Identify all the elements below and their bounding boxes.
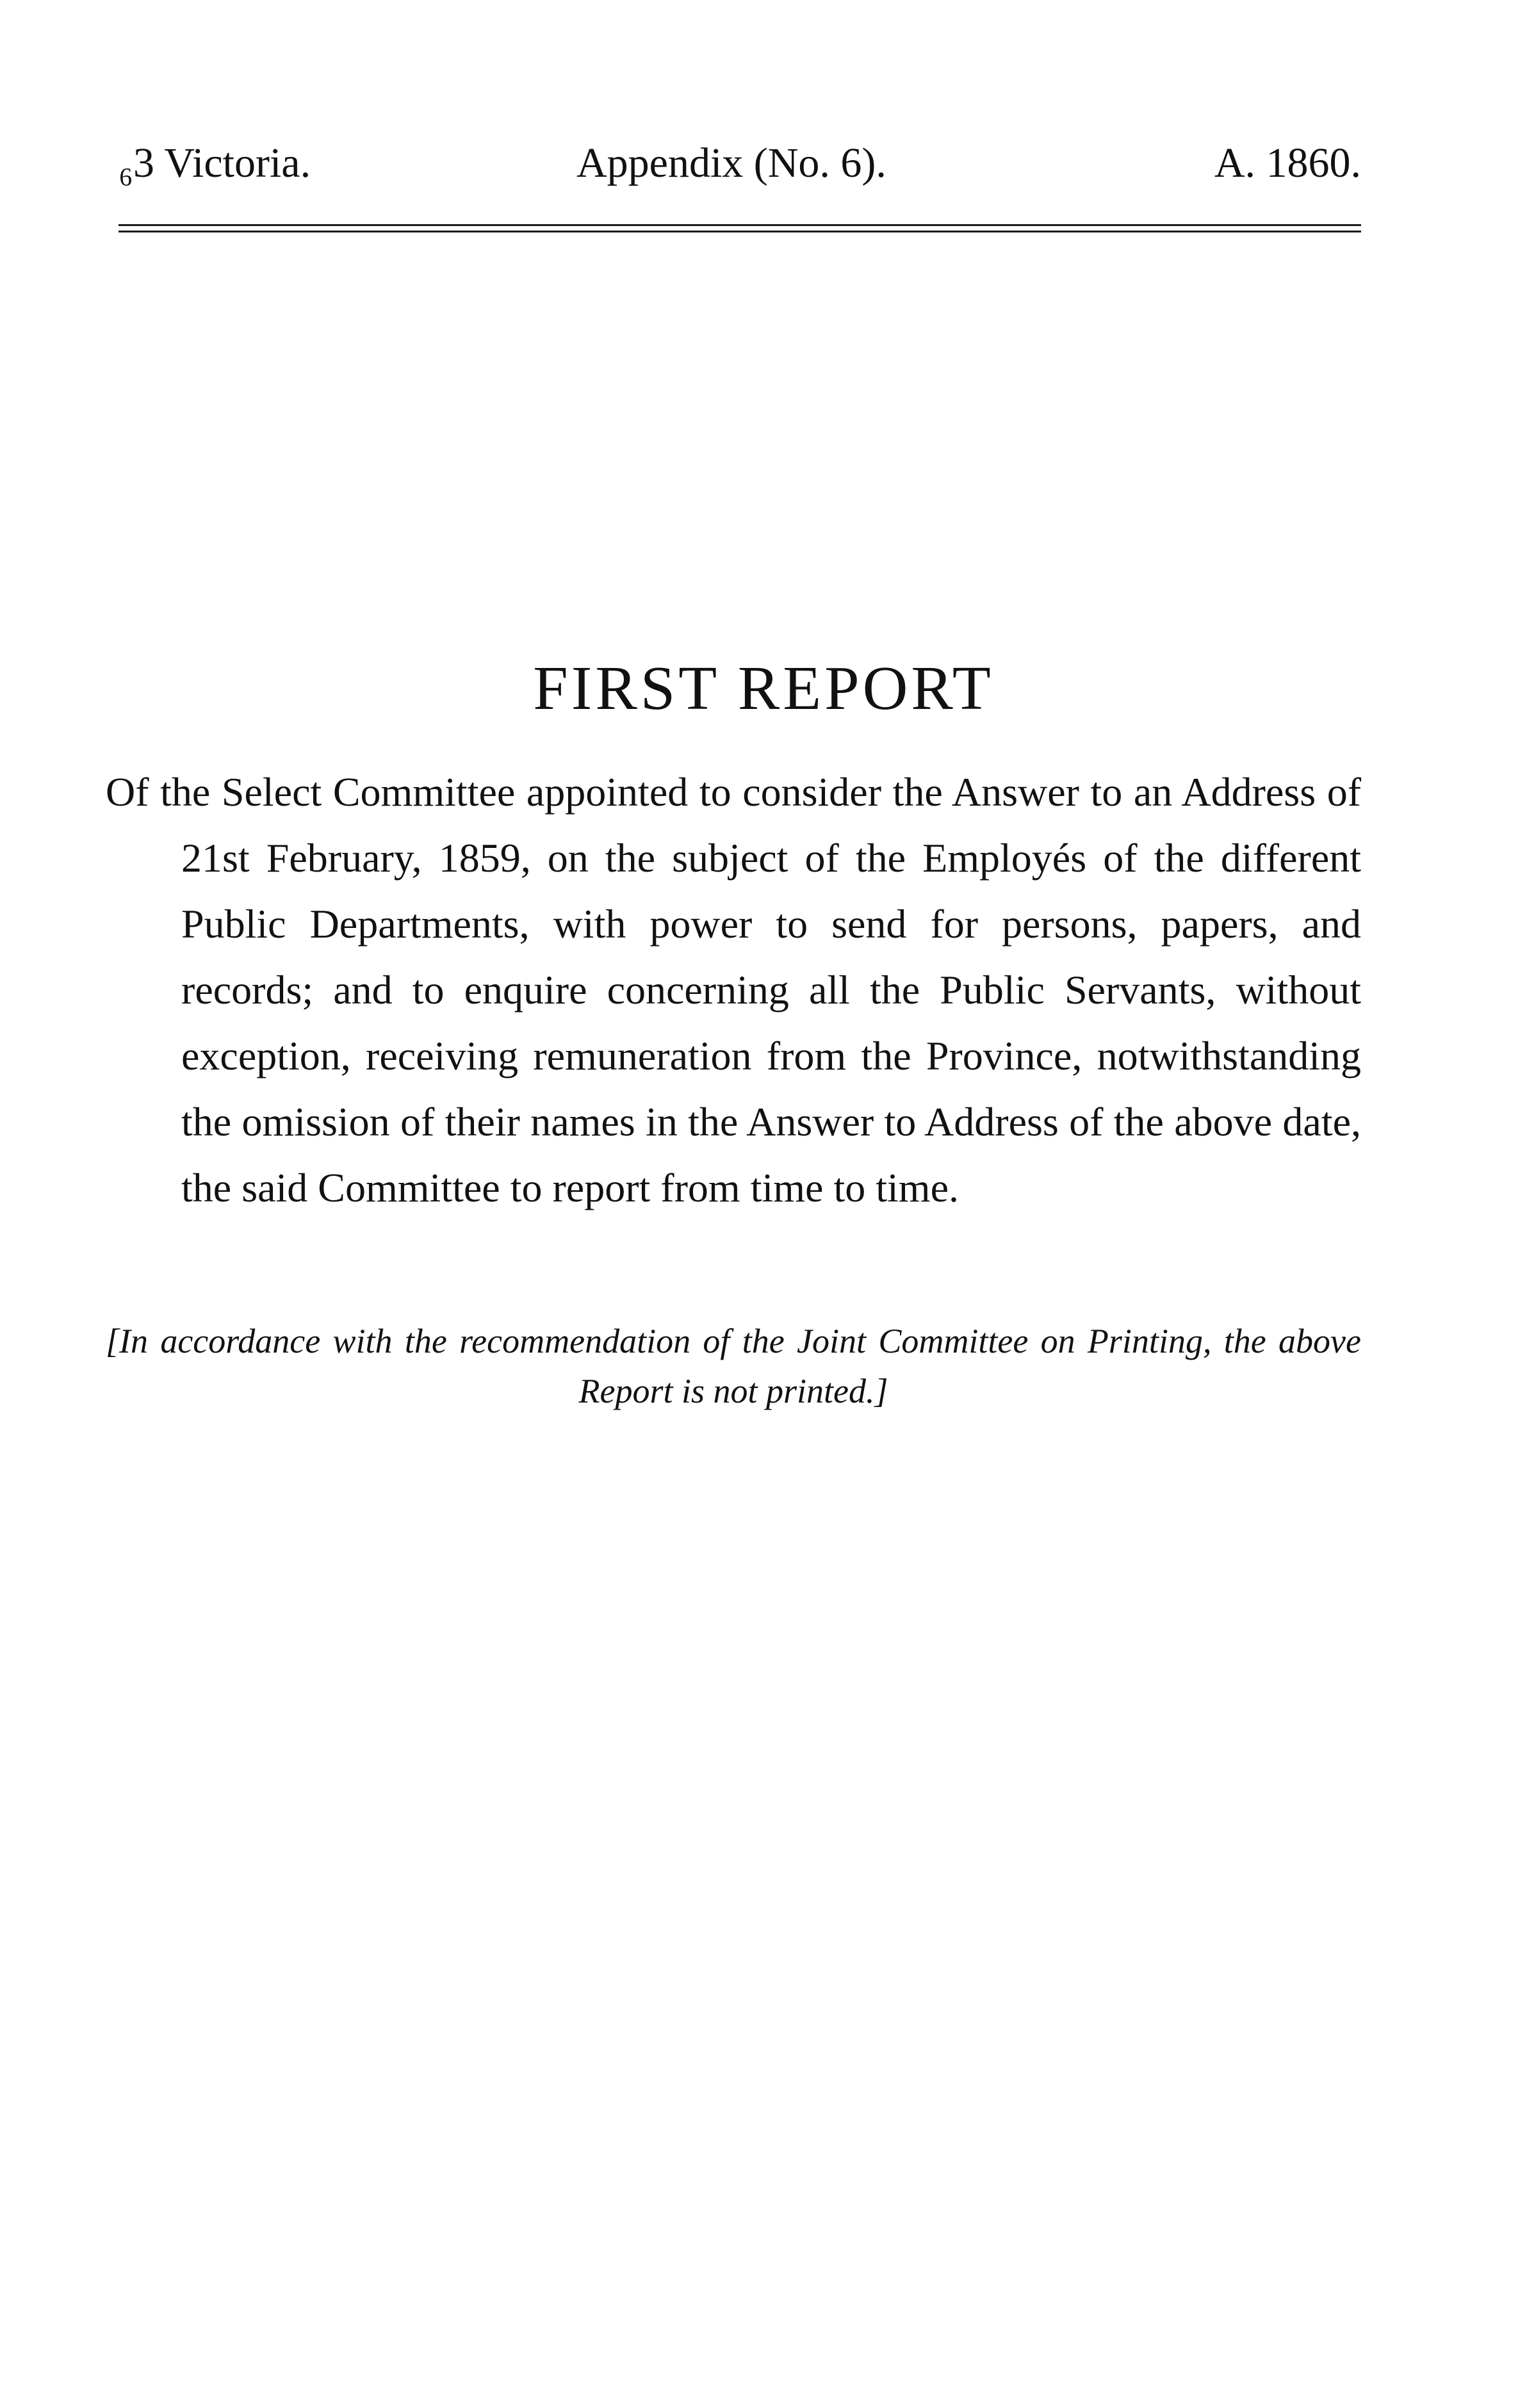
header-double-rule: [118, 224, 1361, 237]
running-head-appendix: Appendix (No. 6).: [576, 140, 886, 186]
report-title: FIRST REPORT: [533, 654, 994, 723]
header-rule-top: [118, 224, 1361, 226]
printing-note: [In accordance with the recommendation of the Joint Committee on Printing, the above Report is not printed.]: [106, 1322, 1361, 1410]
running-head-session: ₆3 Victoria.: [118, 140, 311, 186]
running-head: [118, 128, 1361, 199]
header-rule-bottom: [118, 231, 1361, 232]
report-description: Of the Select Committee appointed to consider the Answer to an Address of 21st February, 1859, on the subject of the Employés of the different Public Departments, with power to send for persons, papers, and records; and to enquire concerning all the Public Servants, without exception, receiving remuneration from the Province, notwithstanding the omission of their names in the Answer to Address of the above date, the said Committee to report from time to time.: [106, 769, 1361, 1210]
running-head-year: A. 1860.: [1214, 140, 1361, 186]
